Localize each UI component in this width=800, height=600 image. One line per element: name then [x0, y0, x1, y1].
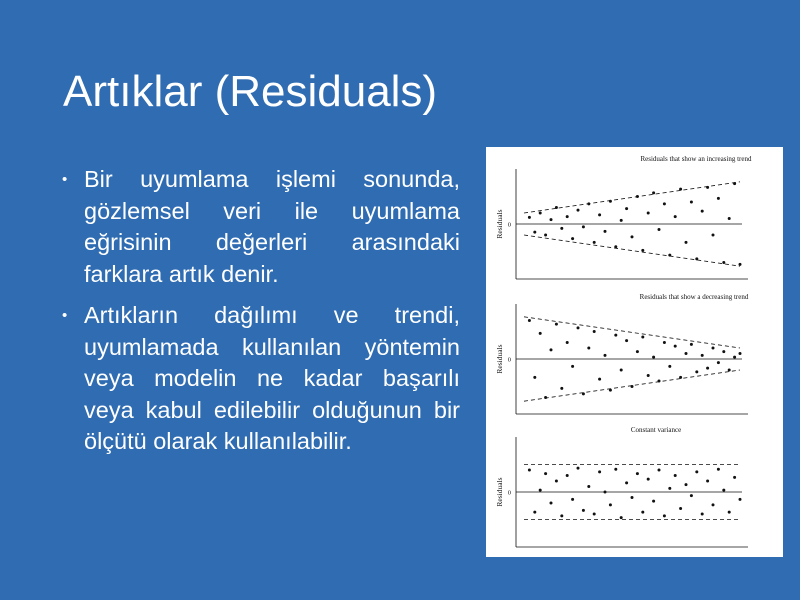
data-point [674, 215, 677, 218]
data-point [717, 468, 720, 471]
data-point [663, 514, 666, 517]
data-point [706, 186, 709, 189]
data-point [571, 237, 574, 240]
y-tick-label: 0 [507, 489, 511, 497]
panel-title: Constant variance [630, 426, 682, 434]
data-point [528, 216, 531, 219]
data-point [587, 202, 590, 205]
data-point [701, 513, 704, 516]
data-point [620, 369, 623, 372]
data-point [701, 210, 704, 213]
data-point [625, 481, 628, 484]
data-point [560, 387, 563, 390]
data-point [641, 511, 644, 514]
bullet-dot-icon: • [62, 307, 68, 324]
data-point [609, 503, 612, 506]
data-point [566, 215, 569, 218]
y-axis-label: Residuals [495, 209, 504, 239]
data-point [604, 230, 607, 233]
panel-title: Residuals that show a decreasing trend [639, 293, 749, 301]
data-point [685, 483, 688, 486]
y-axis-label: Residuals [495, 344, 504, 374]
bullet-item [60, 164, 460, 290]
data-point [631, 385, 634, 388]
data-point [690, 201, 693, 204]
data-point [539, 489, 542, 492]
data-point [690, 343, 693, 346]
data-point [631, 496, 634, 499]
data-point [739, 263, 742, 266]
data-point [604, 354, 607, 357]
data-point [560, 514, 563, 517]
data-point [614, 468, 617, 471]
data-point [728, 511, 731, 514]
data-point [679, 507, 682, 510]
data-point [571, 365, 574, 368]
data-point [593, 330, 596, 333]
data-point [674, 474, 677, 477]
data-point [647, 374, 650, 377]
data-point [614, 334, 617, 337]
data-point [668, 365, 671, 368]
data-point [685, 241, 688, 244]
bullet-text: Bir uyumlama işlemi sonunda, gözlemsel veri ile uyumlama eğrisinin değerleri arasındaki farklara artık denir. [84, 166, 460, 287]
data-point [555, 480, 558, 483]
data-point [533, 376, 536, 379]
data-point [598, 470, 601, 473]
data-point [652, 356, 655, 359]
data-point [679, 188, 682, 191]
y-tick-label: 0 [507, 356, 511, 364]
data-point [636, 350, 639, 353]
data-point [555, 206, 558, 209]
y-tick-label: 0 [507, 221, 511, 229]
data-point [636, 195, 639, 198]
data-point [577, 209, 580, 212]
data-point [582, 225, 585, 228]
data-point [663, 341, 666, 344]
envelope-lower-line [524, 235, 740, 266]
data-point [695, 370, 698, 373]
panel-title: Residuals that show an increasing trend [640, 155, 752, 163]
data-point [566, 341, 569, 344]
data-point [625, 339, 628, 342]
envelope-upper-line [524, 317, 740, 348]
data-point [706, 480, 709, 483]
data-point [571, 498, 574, 501]
data-point [674, 345, 677, 348]
data-point [722, 261, 725, 264]
data-point [598, 213, 601, 216]
data-point [528, 469, 531, 472]
slide-title: Artıklar (Residuals) [63, 67, 438, 116]
data-point [598, 378, 601, 381]
data-point [587, 485, 590, 488]
data-point [706, 367, 709, 370]
residual-plots-svg [486, 147, 783, 557]
data-point [566, 474, 569, 477]
data-point [620, 516, 623, 519]
data-point [739, 352, 742, 355]
data-point [739, 498, 742, 501]
data-point [528, 319, 531, 322]
data-point [641, 249, 644, 252]
data-point [712, 234, 715, 237]
data-point [733, 182, 736, 185]
data-point [668, 254, 671, 257]
data-point [539, 332, 542, 335]
data-point [722, 350, 725, 353]
data-point [582, 509, 585, 512]
data-point [679, 376, 682, 379]
data-point [728, 217, 731, 220]
bullet-text: Artıkların dağılımı ve trendi, uyumlamada kullanılan yöntemin veya modelin ne kadar başarılı veya kabul edilebilir olduğunun bir ölçütü olarak kullanılabilir. [84, 302, 460, 454]
data-point [647, 478, 650, 481]
bullet-item [60, 300, 460, 458]
data-point [658, 469, 661, 472]
data-point [550, 218, 553, 221]
data-point [609, 389, 612, 392]
data-point [695, 257, 698, 260]
data-point [555, 323, 558, 326]
data-point [636, 472, 639, 475]
data-point [631, 235, 634, 238]
data-point [690, 494, 693, 497]
data-point [652, 500, 655, 503]
data-point [533, 511, 536, 514]
data-point [577, 467, 580, 470]
data-point [733, 356, 736, 359]
data-point [614, 245, 617, 248]
bullet-dot-icon: • [62, 171, 68, 188]
data-point [550, 502, 553, 505]
data-point [733, 476, 736, 479]
data-point [717, 197, 720, 200]
data-point [717, 361, 720, 364]
data-point [587, 347, 590, 350]
data-point [609, 200, 612, 203]
data-point [620, 219, 623, 222]
y-axis-label: Residuals [495, 477, 504, 507]
data-point [533, 231, 536, 234]
data-point [668, 487, 671, 490]
data-point [722, 489, 725, 492]
data-point [544, 234, 547, 237]
data-point [550, 348, 553, 351]
data-point [685, 352, 688, 355]
data-point [544, 472, 547, 475]
data-point [658, 380, 661, 383]
data-point [593, 241, 596, 244]
data-point [641, 336, 644, 339]
data-point [593, 513, 596, 516]
data-point [647, 212, 650, 215]
data-point [658, 228, 661, 231]
data-point [604, 491, 607, 494]
data-point [544, 396, 547, 399]
data-point [701, 354, 704, 357]
data-point [625, 207, 628, 210]
data-point [560, 227, 563, 230]
data-point [652, 191, 655, 194]
residual-plots-figure [486, 147, 783, 557]
data-point [582, 392, 585, 395]
data-point [712, 347, 715, 350]
data-point [663, 202, 666, 205]
data-point [712, 503, 715, 506]
data-point [695, 470, 698, 473]
data-point [728, 369, 731, 372]
bullet-list [60, 164, 460, 468]
data-point [539, 212, 542, 215]
data-point [577, 326, 580, 329]
